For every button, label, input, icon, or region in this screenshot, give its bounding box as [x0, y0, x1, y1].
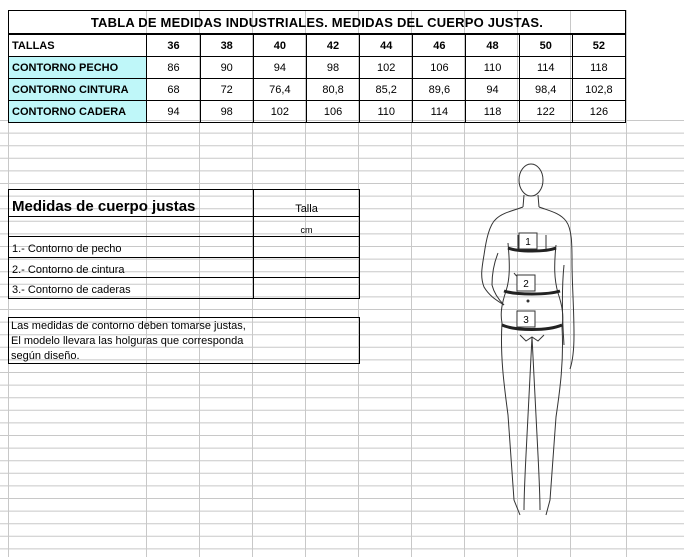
value-cell: 90 [200, 57, 253, 79]
size-cell: 46 [413, 35, 466, 57]
value-cell: 80,8 [306, 79, 359, 101]
talla-label: Talla [295, 203, 318, 215]
marker-label-3: 3 [523, 315, 529, 326]
tallas-label: TALLAS [9, 35, 147, 57]
value-cell: 98,4 [519, 79, 572, 101]
value-cell: 98 [200, 101, 253, 123]
size-header-row [9, 35, 626, 57]
torso-right [555, 245, 563, 327]
value-cell: 114 [413, 101, 466, 123]
note-line: El modelo llevara las holguras que corresponda [11, 335, 244, 347]
measures-heading: Medidas de cuerpo justas [12, 198, 196, 215]
value-cell: 102,8 [572, 79, 625, 101]
left-leg-inner [524, 337, 532, 510]
right-leg-inner [532, 337, 540, 510]
value-cell: 98 [306, 57, 359, 79]
size-cell: 48 [466, 35, 519, 57]
value-cell: 110 [466, 57, 519, 79]
row-label: CONTORNO CINTURA [9, 79, 147, 101]
row-label: CONTORNO CADERA [9, 101, 147, 123]
size-cell: 44 [360, 35, 413, 57]
size-cell: 38 [200, 35, 253, 57]
right-leg-outer [546, 327, 563, 515]
value-cell: 86 [147, 57, 200, 79]
navel-dot [527, 300, 530, 303]
measures-box [8, 189, 360, 299]
value-cell: 102 [253, 101, 306, 123]
note-line: según diseño. [11, 350, 80, 362]
value-cell: 118 [466, 101, 519, 123]
note-line: Las medidas de contorno deben tomarse justas, [11, 320, 246, 332]
marker-label-1: 1 [525, 237, 531, 248]
value-cell: 110 [360, 101, 413, 123]
value-cell: 76,4 [253, 79, 306, 101]
measure-item-caderas: 3.- Contorno de caderas [12, 284, 131, 296]
contorno-cadera-row [9, 101, 626, 123]
unit-label: cm [300, 225, 313, 235]
marker-label-2: 2 [523, 279, 529, 290]
value-cell: 122 [519, 101, 572, 123]
value-cell: 114 [519, 57, 572, 79]
measure-item-cintura: 2.- Contorno de cintura [12, 264, 125, 276]
value-cell: 72 [200, 79, 253, 101]
value-cell: 94 [253, 57, 306, 79]
value-cell: 106 [413, 57, 466, 79]
contorno-pecho-row [9, 57, 626, 79]
size-cell: 52 [572, 35, 625, 57]
value-cell: 102 [360, 57, 413, 79]
neck-outline [523, 195, 539, 207]
size-cell: 50 [519, 35, 572, 57]
value-cell: 68 [147, 79, 200, 101]
page-title: TABLA DE MEDIDAS INDUSTRIALES. MEDIDAS DEL CUERPO JUSTAS. [8, 10, 626, 34]
torso-left [501, 243, 509, 323]
size-table [8, 34, 626, 123]
size-cell: 40 [253, 35, 306, 57]
left-leg-outer [501, 323, 520, 515]
size-cell: 36 [147, 35, 200, 57]
value-cell: 94 [147, 101, 200, 123]
contorno-cintura-row [9, 79, 626, 101]
value-cell: 85,2 [360, 79, 413, 101]
size-cell: 42 [306, 35, 359, 57]
body-figure [462, 155, 582, 527]
value-cell: 126 [572, 101, 625, 123]
measure-item-pecho: 1.- Contorno de pecho [12, 243, 122, 255]
note-box [8, 317, 360, 364]
head-outline [519, 164, 543, 196]
value-cell: 89,6 [413, 79, 466, 101]
value-cell: 106 [306, 101, 359, 123]
value-cell: 118 [572, 57, 625, 79]
value-cell: 94 [466, 79, 519, 101]
row-label: CONTORNO PECHO [9, 57, 147, 79]
left-arm-inner [492, 253, 504, 305]
